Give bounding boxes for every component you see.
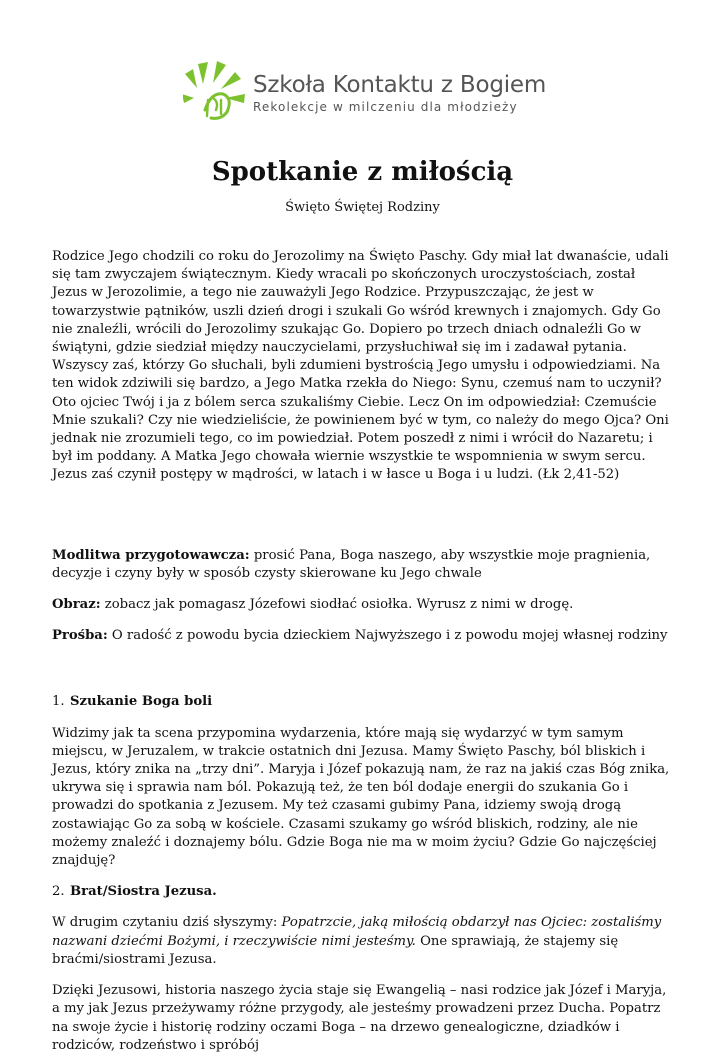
page-title: Spotkanie z miłością (211, 157, 514, 187)
prayer-label: Modlitwa przygotowawcza: (52, 547, 250, 563)
meditation-content (52, 248, 674, 1055)
gospel-paragraph: Rodzice Jego chodzili co roku do Jerozolimy na Święto Paschy. Gdy miał lat dwanaście, udali się tam zwyczajem świątecznym. Kiedy wracali po skończonych uroczystościach, został Jezus w Jerozolimie, a tego nie zauważyli Jego Rodzice. Przypuszczając, że jest w towarzystwie pątników, uszli dzień drogi i szukali Go wśród krewnych i znajomych. Gdy Go nie znaleźli, wrócili do Jerozolimy szukając Go. Dopiero po trzech dniach odnaleźli Go w świątyni, gdzie siedział między nauczycielami, przysłuchiwał się im i zadawał pytania. Wszyscy zaś, którzy Go słuchali, byli zdumieni bystrością Jego umysłu i odpowiedziami. Na ten widok zdziwili się bardzo, a Jego Matka rzekła do Niego: Synu, czemuś nam to uczynił? Oto ojciec Twój i ja z bólem serca szukaliśmy Ciebie. Lecz On im odpowiedział: Czemuście Mnie szukali? Czy nie wiedzieliście, że powinienem być w tym, co należy do mego Ojca? Oni jednak nie zrozumieli tego, co im powiedział. Potem poszedł z nimi i wrócił do Nazaretu; i był im poddany. A Matka Jego chowała wiernie wszystkie te wspomnienia w swym sercu. Jezus zaś czynił postępy w mądrości, w latach i w łasce u Boga i u ludzi. (Łk 2,41-52) (52, 249, 669, 483)
request-label: Prośba: (52, 628, 108, 644)
section1-number: 1. (52, 694, 65, 710)
request-text: O radość z powodu bycia dzieckiem Najwyższego i z powodu mojej własnej rodziny (107, 628, 668, 644)
logo-subtitle: Rekolekcje w milczeniu dla młodzieży (253, 100, 518, 114)
section2-after: One sprawiają, że stajemy się braćmi/siostrami Jezusa. (52, 933, 619, 967)
prayer-text: prosić Pana, Boga naszego, aby wszystkie moje pragnienia, decyzje i czyny były w sposób czysty skierowane ku Jego chwale (52, 547, 651, 581)
page-subtitle: Święto Świętej Rodziny (285, 200, 440, 215)
section2-intro: W drugim czytaniu dziś słyszymy: (52, 915, 282, 931)
image-paragraph (52, 596, 674, 614)
section2-heading (52, 883, 674, 901)
section1-paragraph: Widzimy jak ta scena przypomina wydarzenia, które mają się wydarzyć w tym samym miejscu, w Jeruzalem, w trakcie ostatnich dni Jezusa. Mamy Święto Paschy, ból bliskich i Jezus, który znika na „trzy dni”. Maryja i Józef pokazują nam, że raz na jakiś czas Bóg znika, ukrywa się i sprawia nam ból. Pokazują też, że ten ból dodaje energii do szukania Go i prowadzi do spotkania z Jezusem. My też czasami gubimy Pana, idziemy swoją drogą zostawiając Go za sobą w kościele. Czasami szukamy go wśród bliskich, rodziny, ale nie możemy znaleźć i doznajemy bólu. Gdzie Boga nie ma w moim życiu? Gdzie Go najczęściej znajduję? (52, 725, 670, 869)
image-text: zobacz jak pomagasz Józefowi siodłać osiołka. Wyrusz z nimi w drogę. (100, 597, 574, 613)
section2-number: 2. (52, 884, 65, 900)
section2-paragraph: Dzięki Jezusowi, historia naszego życia staje się Ewangelią – nasi rodzice jak Józef i Maryja, a my jak Jezus przeżywamy różne przygody, ale jesteśmy prowadzeni przez Ducha. Popatrz na swoje życie i historię rodziny oczami Boga – na drzewo genealogiczne, dziadków i rodziców, rodzeństwo i spróbój (52, 983, 667, 1053)
school-logo (183, 58, 547, 124)
section2-title: Brat/Siostra Jezusa. (70, 884, 217, 900)
prayer-paragraph (52, 547, 674, 583)
section2-quote: Popatrzcie, jaką miłością obdarzył nas Ojciec: zostaliśmy nazwani dziećmi Bożymi, i rzeczywiście nimi jesteśmy. (52, 915, 662, 949)
request-paragraph (52, 627, 674, 645)
section2-intro-paragraph (52, 914, 674, 969)
image-label: Obraz: (52, 597, 101, 613)
logo-title: Szkoła Kontaktu z Bogiem (253, 72, 547, 98)
section1-title: Szukanie Boga boli (70, 694, 213, 710)
section1-heading (52, 693, 674, 711)
sun-emblem-icon (183, 58, 247, 124)
